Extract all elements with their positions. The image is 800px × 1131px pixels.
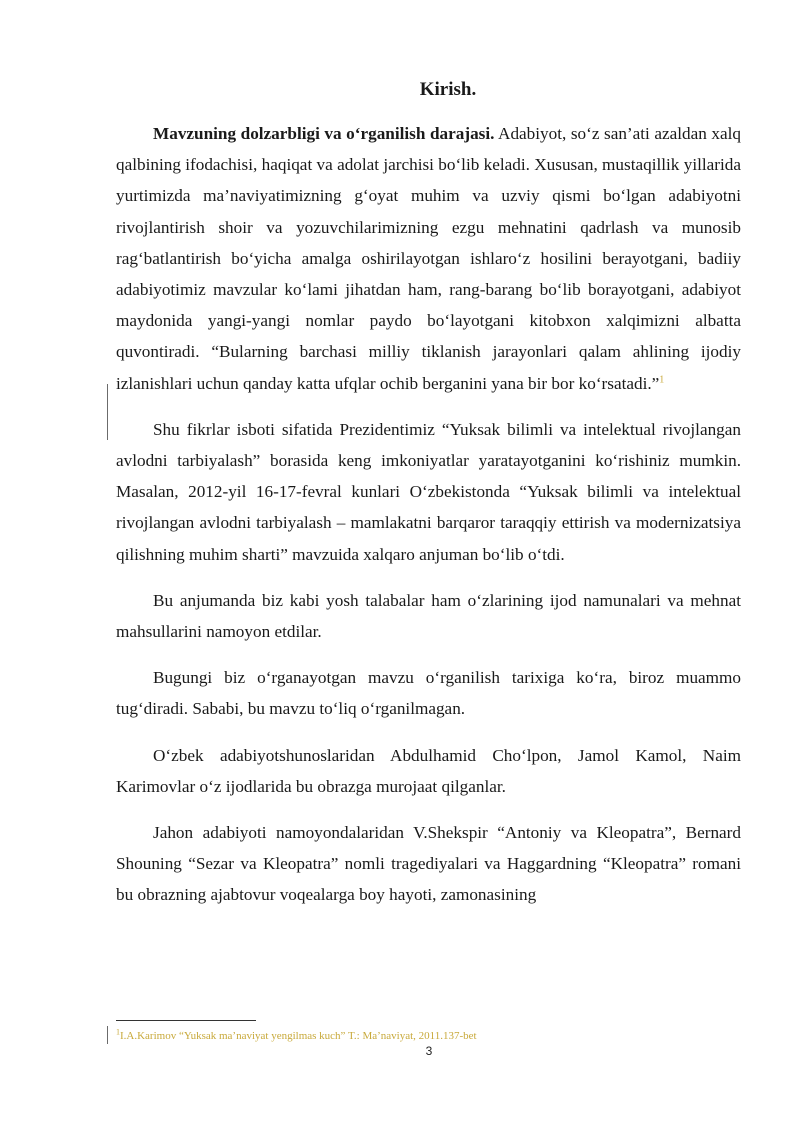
- body-text: [116, 118, 741, 926]
- footnote-text: I.A.Karimov “Yuksak ma’naviyat yengilmas kuch” T.: Ma’naviyat, 2011.137-bet: [120, 1030, 477, 1042]
- revision-change-bar: [107, 384, 108, 440]
- page-title: Kirish.: [419, 79, 477, 100]
- paragraph-relevance: [116, 118, 741, 399]
- paragraph-lead-heading: Mavzuning dolzarbligi va o‘rganilish darajasi.: [153, 124, 495, 143]
- footnote-reference[interactable]: 1: [659, 373, 665, 385]
- footnote-change-bar: [107, 1026, 108, 1044]
- paragraph-study-history: Bugungi biz o‘rganayotgan mavzu o‘rganilish tarixiga ko‘ra, biroz muammo tug‘diradi. Sababi, bu mavzu to‘liq o‘rganilmagan.: [116, 668, 741, 719]
- paragraph-students: Bu anjumanda biz kabi yosh talabalar ham o‘zlarining ijod namunalari va mehnat mahsullarini namoyon etdilar.: [116, 590, 741, 642]
- paragraph-uzbek-scholars: O‘zbek adabiyotshunoslaridan Abdulhamid Cho‘lpon, Jamol Kamol, Naim Karimovlar o‘z ijodlarida bu obrazga murojaat qilganlar.: [116, 745, 741, 796]
- paragraph-world-literature: Jahon adabiyoti namoyondalaridan V.Shekspir “Antoniy va Kleopatra”, Bernard Shouning “Sezar va Kleopatra” nomli tragediyalari va Haggardning “Kleopatra” romani bu obrazning ajabtovur voqealarga boy hayoti, zamonasining: [116, 823, 741, 905]
- page-number: 3: [425, 1044, 433, 1058]
- paragraph-conference: Shu fikrlar isboti sifatida Prezidentimiz “Yuksak bilimli va intelektual rivojlangan avlodni tarbiyalash” borasida keng imkoniyatlar yaratayotganini ko‘rishiniz mumkin. Masalan, 2012-yil 16-17-fevral kunlari O‘zbekistonda “Yuksak bilimli va intelektual rivojlangan avlodni tarbiyalash – mamlakatni barqaror taraqqiy ettirish va modernizatsiya qilishning muhim sharti” mavzuida xalqaro anjuman bo‘lib o‘tdi.: [116, 419, 741, 564]
- footnote: [116, 1029, 477, 1043]
- footnote-separator: [116, 1020, 256, 1021]
- paragraph-text: Adabiyot, so‘z san’ati azaldan xalq qalbining ifodachisi, haqiqat va adolat jarchisi bo‘lib keladi. Xususan, mustaqillik yillarida yurtimizda ma’naviyatimizning g‘oyat muhim va uzviy qismi bo‘lgan adabiyotni rivojlantirish shoir va yozuvchilarimizning ezgu mehnatini qadrlash va munosib rag‘batlantirish bo‘yicha amalga oshirilayotgan ishlaro‘z hosilini berayotgani, badiiy adabiyotimiz mavzular ko‘lami jihatdan ham, rang-barang bo‘lib borayotgani, adabiyot maydonida yangi-yangi nomlar paydo bo‘layotgani kitobxon xalqimizni albatta quvontiradi. “Bularning barchasi milliy tiklanish jarayonlari qalam ahlining ijodiy izlanishlari uchun qanday katta ufqlar ochib berganini yana bir bor ko‘rsatadi.”: [116, 124, 741, 393]
- footnote-number: 1: [116, 1027, 120, 1037]
